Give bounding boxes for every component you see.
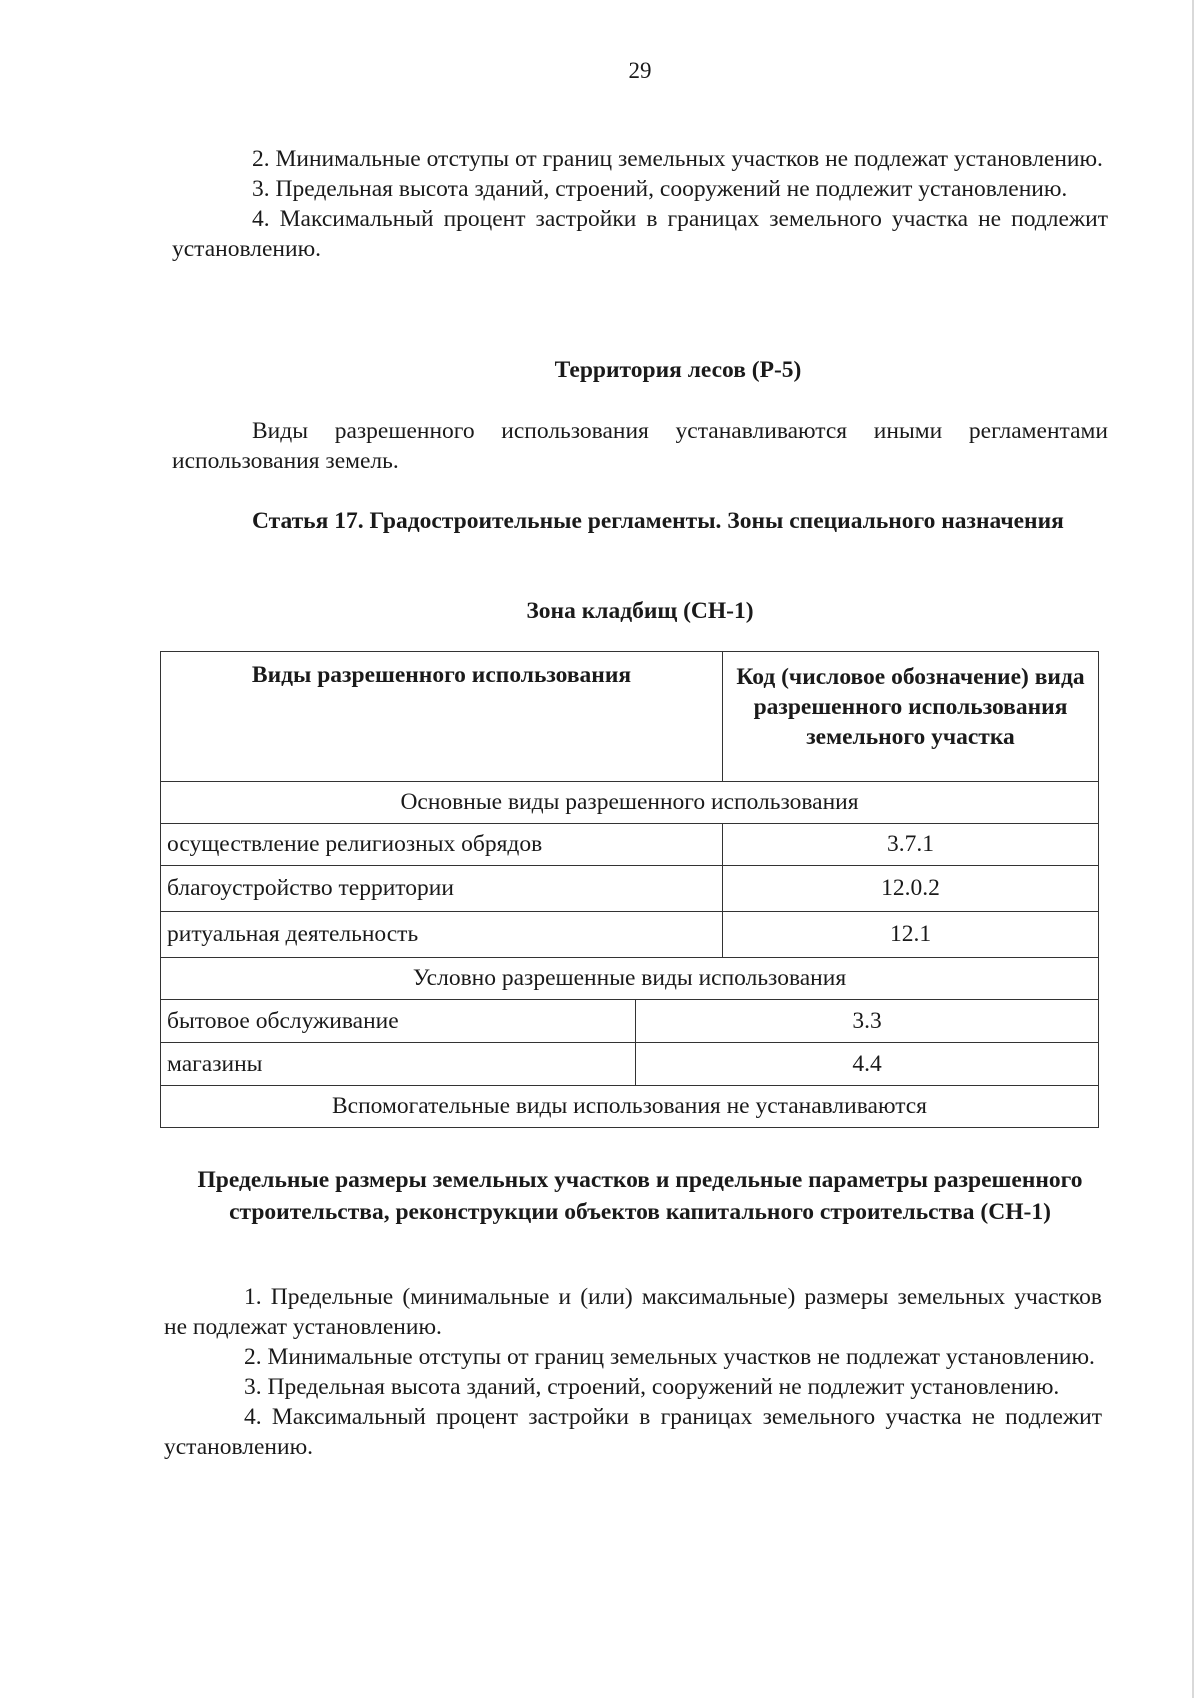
row-name: осуществление религиозных обрядов [161, 824, 723, 866]
article-title: Статья 17. Градостроительные регламенты. Зоны специального назначения [252, 508, 1064, 534]
table-header-row [161, 652, 1099, 782]
table-row [161, 912, 1099, 958]
row-code: 4.4 [852, 1050, 882, 1077]
article-title-block [172, 506, 1108, 536]
limits-paragraph-4: 4. Максимальный процент застройки в границах земельного участка не подлежит установлению. [164, 1404, 1102, 1460]
limits-paragraphs [164, 1282, 1102, 1462]
section-auxiliary: Вспомогательные виды использования не устанавливаются [161, 1086, 1099, 1128]
conditional-row-wrapper [161, 1043, 1099, 1086]
row-name: благоустройство территории [161, 866, 723, 912]
section-conditional: Условно разрешенные виды использования [161, 958, 1099, 1000]
table-row [161, 1043, 1099, 1086]
header-code: Код (числовое обозначение) вида разрешенного использования земельного участка [723, 652, 1099, 782]
limits-paragraph-3: 3. Предельная высота зданий, строений, сооружений не подлежит установлению. [244, 1374, 1060, 1400]
top-paragraphs [172, 144, 1108, 264]
section-row-auxiliary [161, 1086, 1099, 1128]
row-code: 3.7.1 [723, 824, 1099, 866]
paragraph-1: 2. Минимальные отступы от границ земельных участков не подлежат установлению. [252, 146, 1103, 172]
forest-text-block [172, 416, 1108, 476]
page-number: 29 [628, 58, 652, 83]
conditional-row-wrapper [161, 1000, 1099, 1043]
usage-table [160, 651, 1099, 1128]
limits-heading: Предельные размеры земельных участков и предельные параметры разрешенного строительства, реконструкции объектов капитального строительства (СН-1) [197, 1167, 1083, 1225]
paragraph-3: 4. Максимальный процент застройки в границах земельного участка не подлежит установлению. [172, 206, 1108, 262]
scan-edge-line [1192, 0, 1194, 1698]
section-main: Основные виды разрешенного использования [161, 782, 1099, 824]
row-code: 12.0.2 [723, 866, 1099, 912]
header-usage-types: Виды разрешенного использования [161, 652, 723, 782]
limits-paragraph-1: 1. Предельные (минимальные и (или) максимальные) размеры земельных участков не подлежат установлению. [164, 1284, 1102, 1340]
zone-heading: Зона кладбищ (СН-1) [526, 598, 754, 624]
forest-heading: Территория лесов (Р-5) [554, 357, 802, 383]
row-code: 3.3 [852, 1007, 882, 1034]
limits-paragraph-2: 2. Минимальные отступы от границ земельных участков не подлежат установлению. [244, 1344, 1095, 1370]
paragraph-2: 3. Предельная высота зданий, строений, сооружений не подлежит установлению. [252, 176, 1068, 202]
section-row-conditional [161, 958, 1099, 1000]
table-row [161, 824, 1099, 866]
table-row [161, 866, 1099, 912]
row-code: 12.1 [723, 912, 1099, 958]
section-row-main [161, 782, 1099, 824]
row-name: бытовое обслуживание [161, 1000, 636, 1042]
table-row [161, 1000, 1099, 1043]
forest-text: Виды разрешенного использования устанавливаются иными регламентами использования земель. [172, 418, 1108, 474]
row-name: магазины [161, 1043, 636, 1085]
row-name: ритуальная деятельность [161, 912, 723, 958]
